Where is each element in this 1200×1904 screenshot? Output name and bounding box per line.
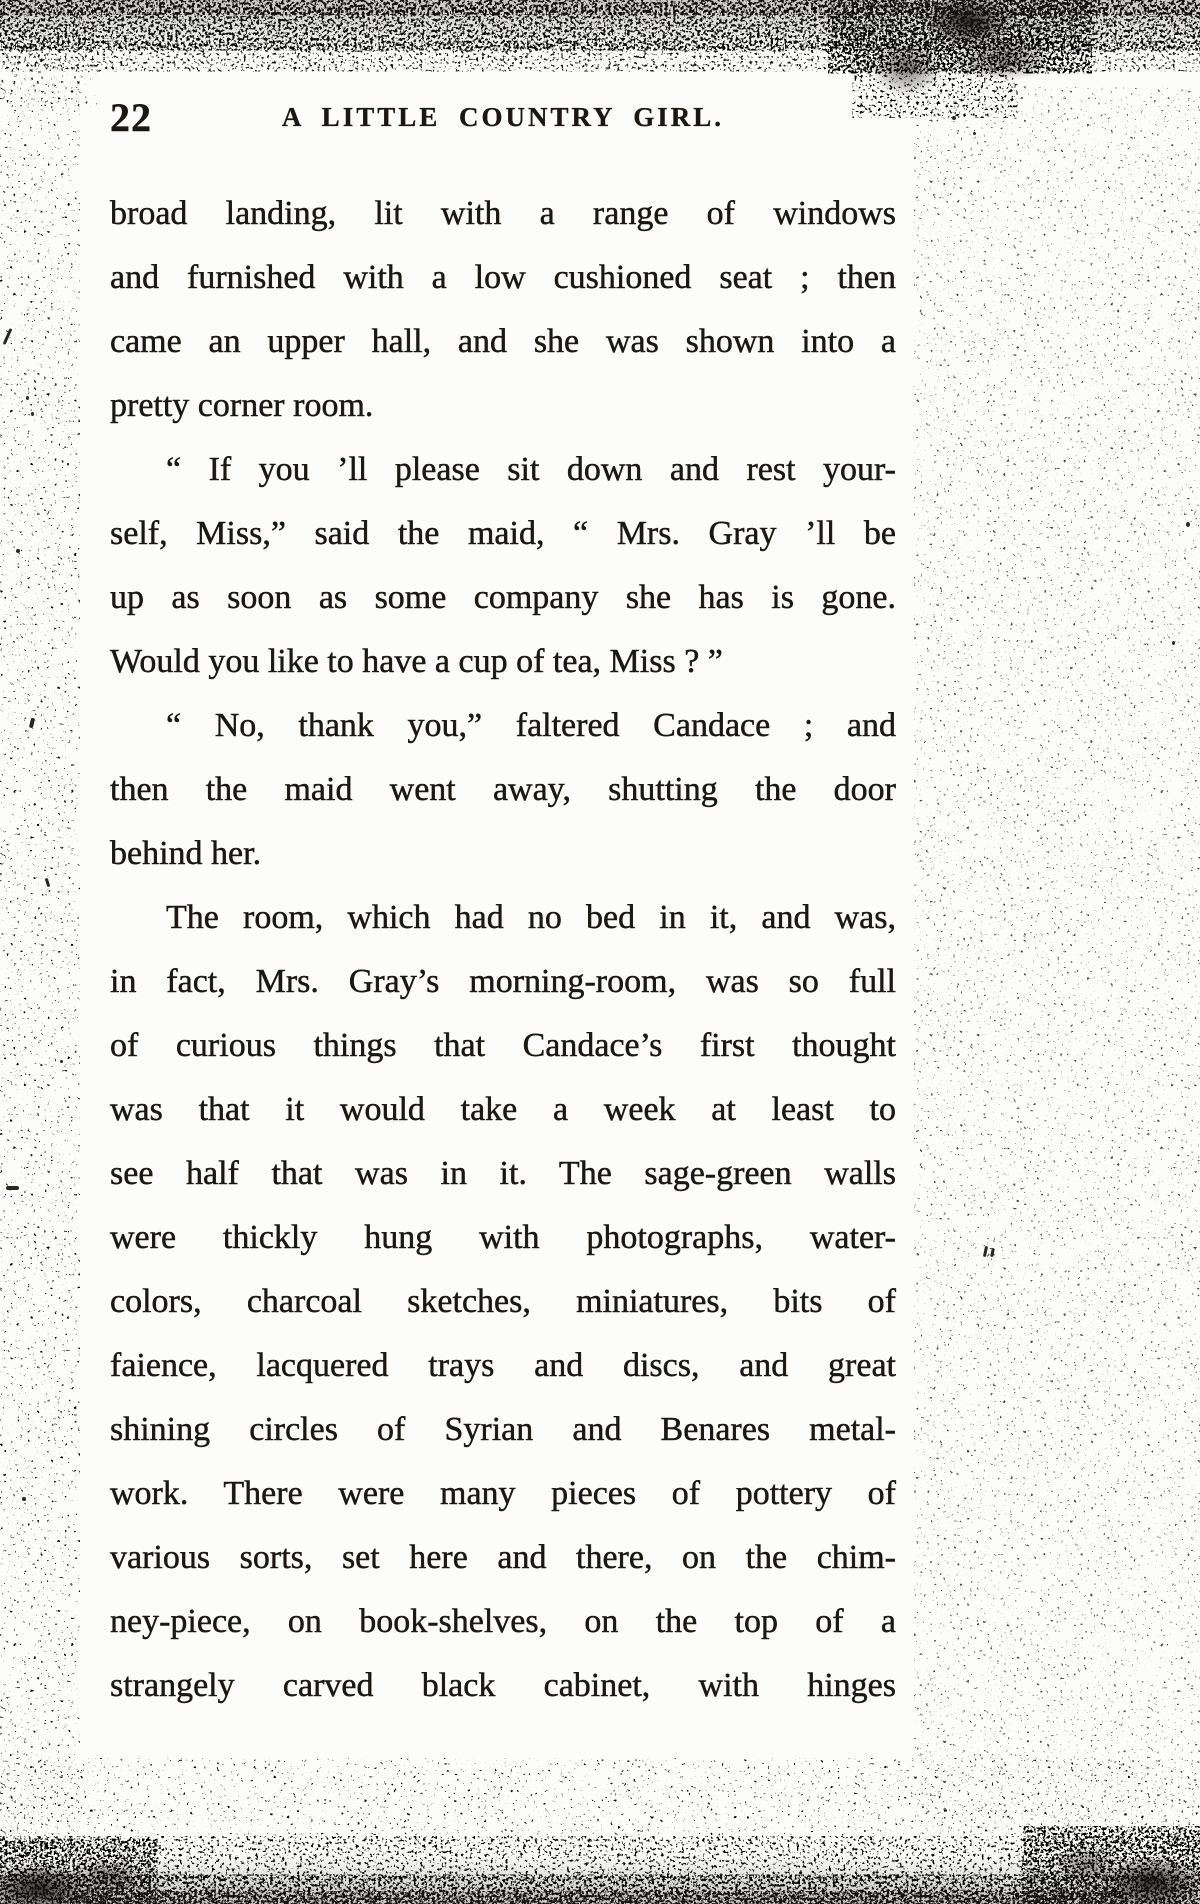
scan-speck	[1186, 522, 1190, 527]
scan-speck	[31, 412, 34, 416]
scan-speck	[16, 549, 20, 553]
scan-speck	[22, 1497, 26, 1501]
running-head	[110, 94, 896, 146]
text-line: Would you like to have a cup of tea, Miss ? ”	[110, 643, 723, 680]
scan-shadow-bottom	[0, 1848, 1200, 1904]
text-line: ney-piece, on book-shelves, on the top of a	[110, 1603, 896, 1640]
text-line: of curious things that Candace’s first thought	[110, 1027, 896, 1064]
text-line: was that it would take a week at least to	[110, 1091, 896, 1128]
text-line: then the maid went away, shutting the door	[110, 771, 896, 808]
text-line: see half that was in it. The sage-green walls	[110, 1155, 896, 1192]
scan-speck	[1172, 641, 1175, 645]
text-line: broad landing, lit with a range of windows	[110, 195, 896, 232]
text-line: shining circles of Syrian and Benares metal-	[110, 1411, 896, 1448]
scan-blot-bottom-left	[0, 1842, 155, 1904]
text-block	[110, 182, 896, 1718]
text-line: self, Miss,” said the maid, “ Mrs. Gray ’ll be	[110, 515, 896, 552]
text-line: in fact, Mrs. Gray’s morning-room, was so full	[110, 963, 896, 1000]
text-line: strangely carved black cabinet, with hinges	[110, 1667, 896, 1704]
scan-speck	[45, 878, 51, 887]
text-line: came an upper hall, and she was shown into a	[110, 323, 896, 360]
scan-speck	[973, 132, 976, 135]
scan-speck	[29, 718, 35, 729]
running-head-title: A LITTLE COUNTRY GIRL.	[281, 102, 725, 132]
scan-speck	[26, 396, 29, 400]
text-line: pretty corner room.	[110, 387, 374, 424]
scan-shadow-top	[0, 0, 1200, 58]
scan-speck	[990, 1248, 995, 1257]
text-line: faience, lacquered trays and discs, and great	[110, 1347, 896, 1384]
text-line: “ If you ’ll please sit down and rest your-	[166, 451, 896, 488]
text-line: behind her.	[110, 835, 262, 872]
text-line: and furnished with a low cushioned seat ; then	[110, 259, 896, 296]
scan-speck	[3, 328, 13, 345]
scan-speck	[6, 1186, 19, 1190]
scan-speck	[983, 1246, 988, 1257]
scan-blot-bottom-right	[1038, 1832, 1200, 1904]
text-line: The room, which had no bed in it, and was,	[166, 899, 896, 936]
text-line: up as soon as some company she has is gone.	[110, 579, 896, 616]
text-line: colors, charcoal sketches, miniatures, bits of	[110, 1283, 896, 1320]
text-line: various sorts, set here and there, on the chim-	[110, 1539, 896, 1576]
text-line: were thickly hung with photographs, water-	[110, 1219, 896, 1256]
scan-speck	[60, 1060, 63, 1063]
page-number: 22	[110, 95, 152, 140]
text-line: “ No, thank you,” faltered Candace ; and	[166, 707, 896, 744]
scan-speck	[952, 116, 956, 120]
text-line: work. There were many pieces of pottery of	[110, 1475, 896, 1512]
